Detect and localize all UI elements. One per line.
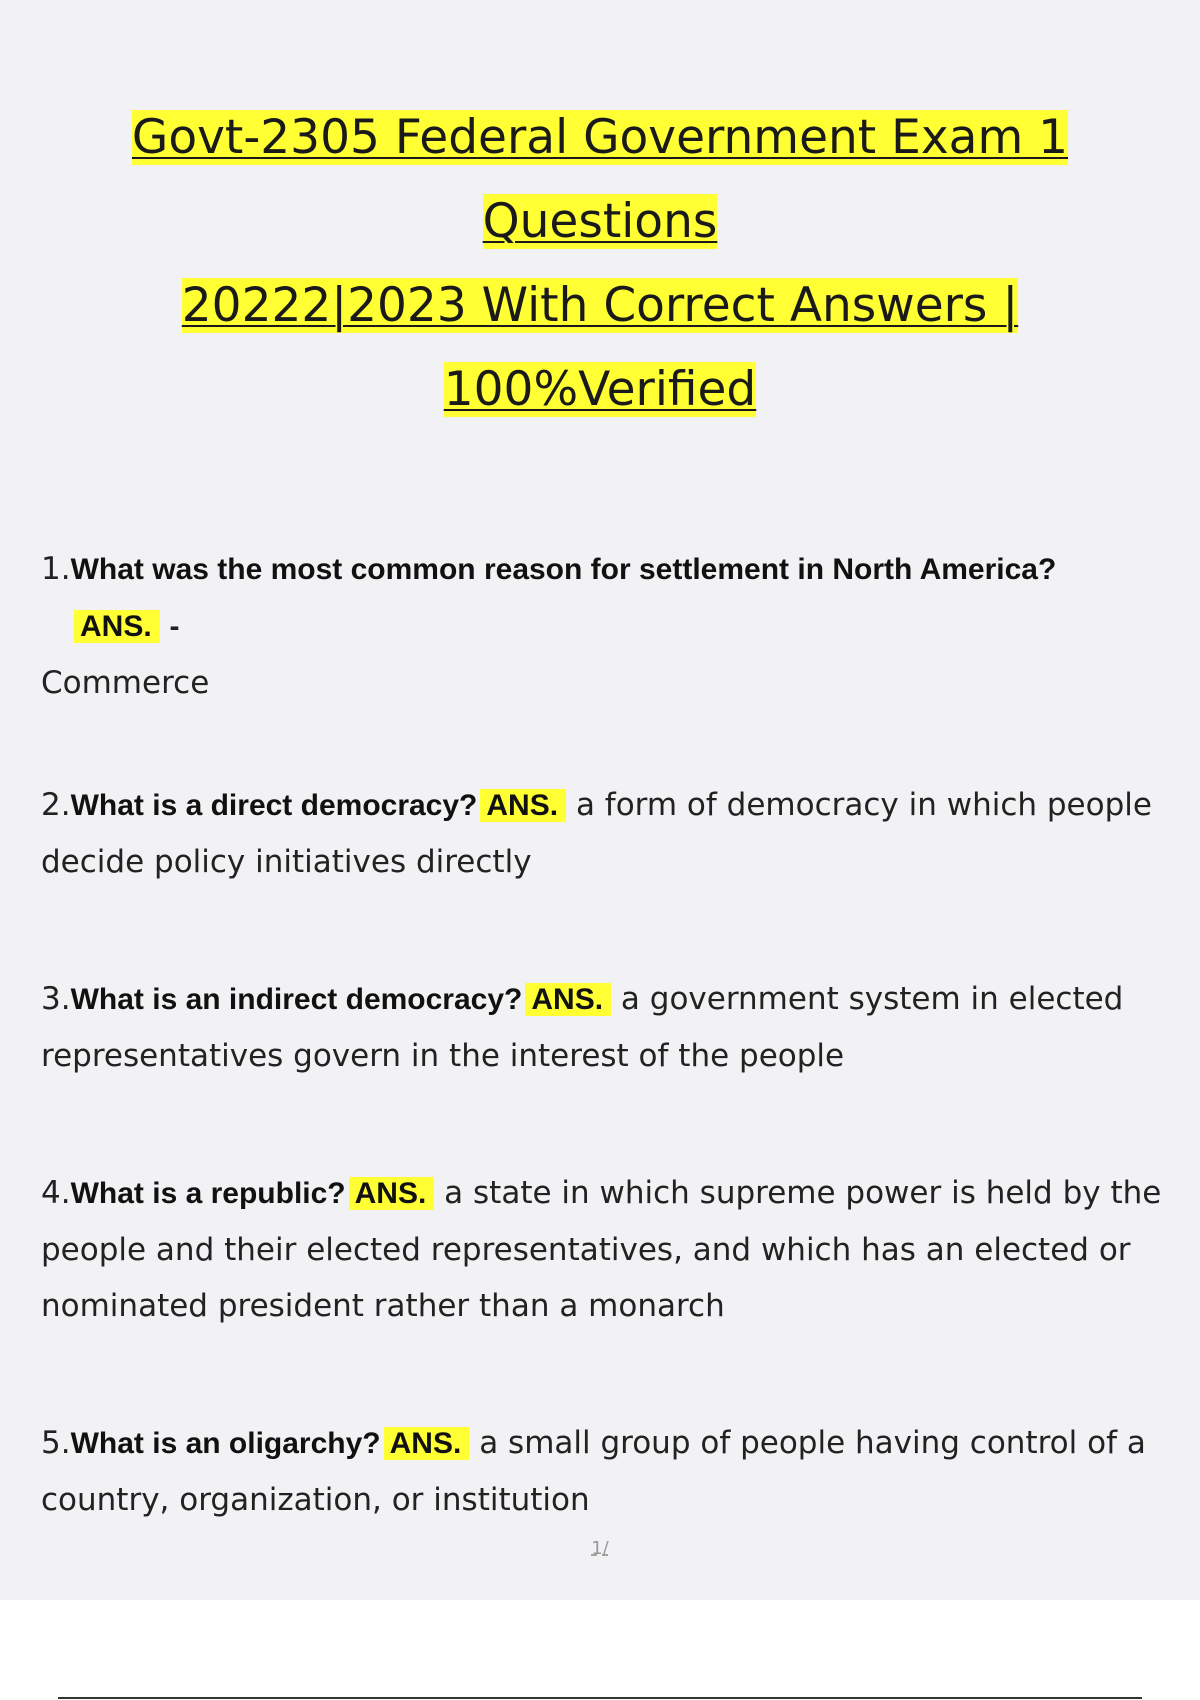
ans-label: ANS. — [349, 1177, 435, 1210]
question-2 — [41, 777, 1171, 890]
footer-divider — [58, 1697, 1142, 1699]
question-number: 4. — [41, 1175, 71, 1211]
ans-label: ANS. — [480, 789, 566, 822]
question-4 — [41, 1165, 1171, 1334]
question-number: 2. — [41, 787, 71, 823]
answer-text: Commerce — [41, 665, 210, 701]
question-text: What is an indirect democracy? — [70, 983, 523, 1016]
question-text: What is a direct democracy? — [70, 789, 478, 822]
title-line-4: 100%Verified — [443, 362, 757, 417]
answer-text: a small group of people having control of a country, organization, or institution — [41, 1425, 1146, 1518]
question-3 — [41, 971, 1171, 1084]
question-text: What was the most common reason for settlement in North America? — [70, 553, 1057, 586]
ans-label: ANS. — [525, 983, 611, 1016]
question-1 — [41, 541, 1171, 711]
answer-text: a form of democracy in which people decide policy initiatives directly — [41, 787, 1152, 880]
ans-label: ANS. — [384, 1427, 470, 1460]
document-title — [0, 96, 1200, 432]
question-text: What is an oligarchy? — [70, 1427, 381, 1460]
answer-text: a government system in elected representatives govern in the interest of the people — [41, 981, 1124, 1074]
question-number: 5. — [41, 1425, 71, 1461]
title-line-3: 20222|2023 With Correct Answers | — [181, 278, 1019, 333]
question-text: What is a republic? — [70, 1177, 346, 1210]
question-number: 3. — [41, 981, 71, 1017]
page-number: 1/ — [591, 1538, 609, 1559]
ans-label: ANS. — [74, 610, 160, 643]
answer-text: a state in which supreme power is held by the people and their elected representatives, and which has an elected or nominated president rather than a monarch — [41, 1175, 1162, 1324]
title-line-2: Questions — [482, 194, 718, 249]
question-5 — [41, 1415, 1171, 1528]
title-line-1: Govt-2305 Federal Government Exam 1 — [131, 110, 1069, 165]
question-number: 1. — [41, 551, 71, 587]
ans-dash: - — [169, 610, 180, 643]
